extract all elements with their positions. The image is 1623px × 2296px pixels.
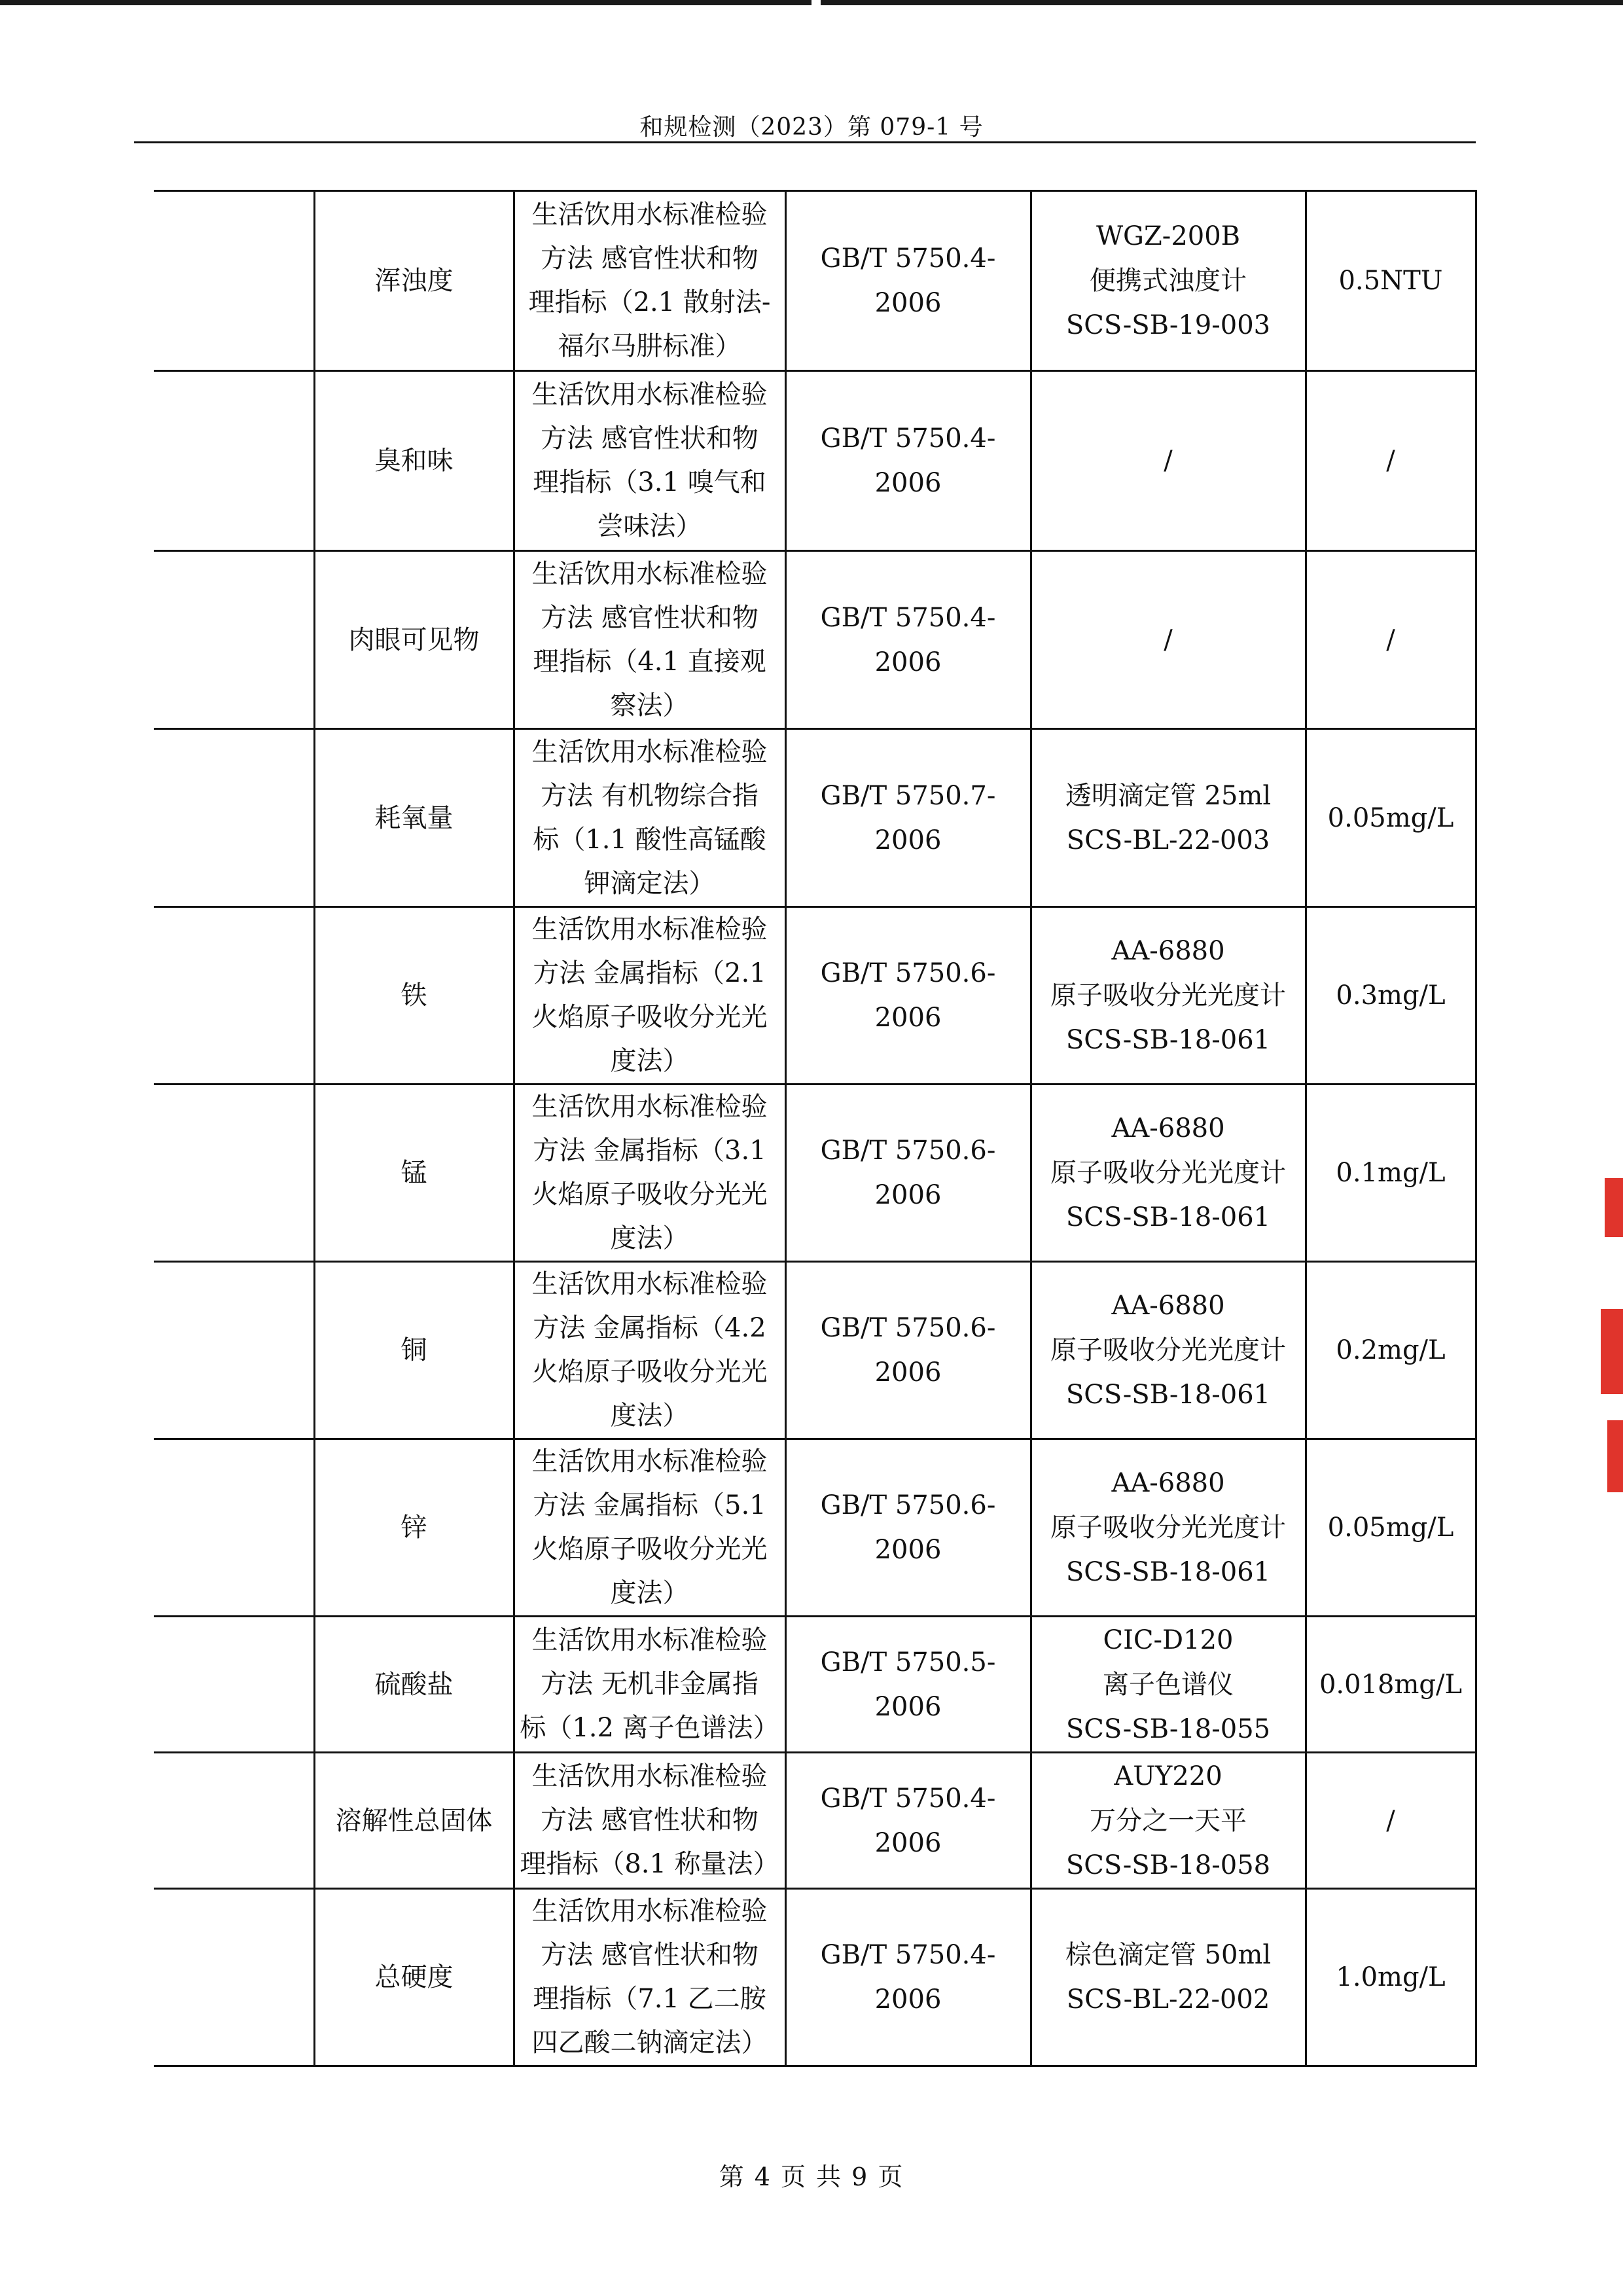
blank-cell — [154, 551, 314, 729]
test-item-cell: 肉眼可见物 — [314, 551, 514, 729]
detection-limit-cell: / — [1306, 371, 1476, 551]
test-item-cell: 铁 — [314, 907, 514, 1085]
blank-cell — [154, 1085, 314, 1262]
test-item-cell: 臭和味 — [314, 371, 514, 551]
detection-limit-cell: 0.1mg/L — [1306, 1085, 1476, 1262]
instrument-cell: CIC-D120 离子色谱仪 SCS-SB-18-055 — [1031, 1617, 1306, 1753]
table-row — [154, 551, 1476, 729]
detection-limit-cell: 0.018mg/L — [1306, 1617, 1476, 1753]
blank-cell — [154, 191, 314, 371]
blank-cell — [154, 371, 314, 551]
table-row — [154, 1889, 1476, 2066]
test-method-cell: 生活饮用水标准检验 方法 金属指标（3.1 火焰原子吸收分光光 度法） — [514, 1085, 785, 1262]
test-method-cell: 生活饮用水标准检验 方法 感官性状和物 理指标（7.1 乙二胺 四乙酸二钠滴定法） — [514, 1889, 785, 2066]
instrument-cell: AA-6880 原子吸收分光光度计 SCS-SB-18-061 — [1031, 1262, 1306, 1439]
instrument-cell: AUY220 万分之一天平 SCS-SB-18-058 — [1031, 1753, 1306, 1889]
test-method-cell: 生活饮用水标准检验 方法 金属指标（4.2 火焰原子吸收分光光 度法） — [514, 1262, 785, 1439]
test-method-cell: 生活饮用水标准检验 方法 无机非金属指 标（1.2 离子色谱法） — [514, 1617, 785, 1753]
table-row — [154, 1439, 1476, 1617]
table-row — [154, 1753, 1476, 1889]
table-row — [154, 1085, 1476, 1262]
detection-limit-cell: 0.2mg/L — [1306, 1262, 1476, 1439]
instrument-cell: AA-6880 原子吸收分光光度计 SCS-SB-18-061 — [1031, 907, 1306, 1085]
blank-cell — [154, 1753, 314, 1889]
standard-cell: GB/T 5750.6-2006 — [785, 1439, 1031, 1617]
table-row — [154, 371, 1476, 551]
detection-limit-cell: 0.3mg/L — [1306, 907, 1476, 1085]
standard-cell: GB/T 5750.6-2006 — [785, 1262, 1031, 1439]
test-method-table — [154, 190, 1477, 2067]
instrument-cell: / — [1031, 551, 1306, 729]
seal-fragment — [1607, 1420, 1623, 1492]
standard-cell: GB/T 5750.4-2006 — [785, 1753, 1031, 1889]
table-row — [154, 1262, 1476, 1439]
test-method-cell: 生活饮用水标准检验 方法 有机物综合指 标（1.1 酸性高锰酸 钾滴定法） — [514, 729, 785, 907]
test-item-cell: 溶解性总固体 — [314, 1753, 514, 1889]
test-method-cell: 生活饮用水标准检验 方法 感官性状和物 理指标（2.1 散射法- 福尔马肼标准） — [514, 191, 785, 371]
test-method-cell: 生活饮用水标准检验 方法 感官性状和物 理指标（8.1 称量法） — [514, 1753, 785, 1889]
instrument-cell: 透明滴定管 25ml SCS-BL-22-003 — [1031, 729, 1306, 907]
test-item-cell: 锰 — [314, 1085, 514, 1262]
standard-cell: GB/T 5750.4-2006 — [785, 191, 1031, 371]
blank-cell — [154, 1262, 314, 1439]
page-number: 第 4 页 共 9 页 — [719, 2162, 904, 2191]
table-row — [154, 191, 1476, 371]
blank-cell — [154, 729, 314, 907]
test-item-cell: 铜 — [314, 1262, 514, 1439]
table-row — [154, 907, 1476, 1085]
detection-limit-cell: / — [1306, 551, 1476, 729]
blank-cell — [154, 1889, 314, 2066]
standard-cell: GB/T 5750.4-2006 — [785, 371, 1031, 551]
test-method-cell: 生活饮用水标准检验 方法 感官性状和物 理指标（3.1 嗅气和 尝味法） — [514, 371, 785, 551]
table-row — [154, 729, 1476, 907]
blank-cell — [154, 1617, 314, 1753]
test-item-cell: 浑浊度 — [314, 191, 514, 371]
instrument-cell: AA-6880 原子吸收分光光度计 SCS-SB-18-061 — [1031, 1085, 1306, 1262]
report-number: 和规检测（2023）第 079-1 号 — [639, 114, 984, 141]
detection-limit-cell: 0.05mg/L — [1306, 1439, 1476, 1617]
standard-cell: GB/T 5750.5-2006 — [785, 1617, 1031, 1753]
detection-limit-cell: 0.5NTU — [1306, 191, 1476, 371]
table-body — [154, 191, 1476, 2066]
table-row — [154, 1617, 1476, 1753]
standard-cell: GB/T 5750.4-2006 — [785, 551, 1031, 729]
instrument-cell: / — [1031, 371, 1306, 551]
test-item-cell: 锌 — [314, 1439, 514, 1617]
blank-cell — [154, 1439, 314, 1617]
blank-cell — [154, 907, 314, 1085]
instrument-cell: 棕色滴定管 50ml SCS-BL-22-002 — [1031, 1889, 1306, 2066]
instrument-cell: AA-6880 原子吸收分光光度计 SCS-SB-18-061 — [1031, 1439, 1306, 1617]
test-method-cell: 生活饮用水标准检验 方法 金属指标（5.1 火焰原子吸收分光光 度法） — [514, 1439, 785, 1617]
scan-edge-gap — [812, 0, 821, 5]
instrument-cell: WGZ-200B 便携式浊度计 SCS-SB-19-003 — [1031, 191, 1306, 371]
standard-cell: GB/T 5750.4-2006 — [785, 1889, 1031, 2066]
test-item-cell: 总硬度 — [314, 1889, 514, 2066]
standard-cell: GB/T 5750.6-2006 — [785, 1085, 1031, 1262]
seal-fragment — [1601, 1309, 1623, 1394]
header-rule — [134, 141, 1476, 143]
detection-limit-cell: 0.05mg/L — [1306, 729, 1476, 907]
seal-fragment — [1605, 1178, 1623, 1237]
test-item-cell: 硫酸盐 — [314, 1617, 514, 1753]
test-method-cell: 生活饮用水标准检验 方法 感官性状和物 理指标（4.1 直接观 察法） — [514, 551, 785, 729]
test-method-cell: 生活饮用水标准检验 方法 金属指标（2.1 火焰原子吸收分光光 度法） — [514, 907, 785, 1085]
standard-cell: GB/T 5750.6-2006 — [785, 907, 1031, 1085]
standard-cell: GB/T 5750.7-2006 — [785, 729, 1031, 907]
test-item-cell: 耗氧量 — [314, 729, 514, 907]
detection-limit-cell: / — [1306, 1753, 1476, 1889]
detection-limit-cell: 1.0mg/L — [1306, 1889, 1476, 2066]
